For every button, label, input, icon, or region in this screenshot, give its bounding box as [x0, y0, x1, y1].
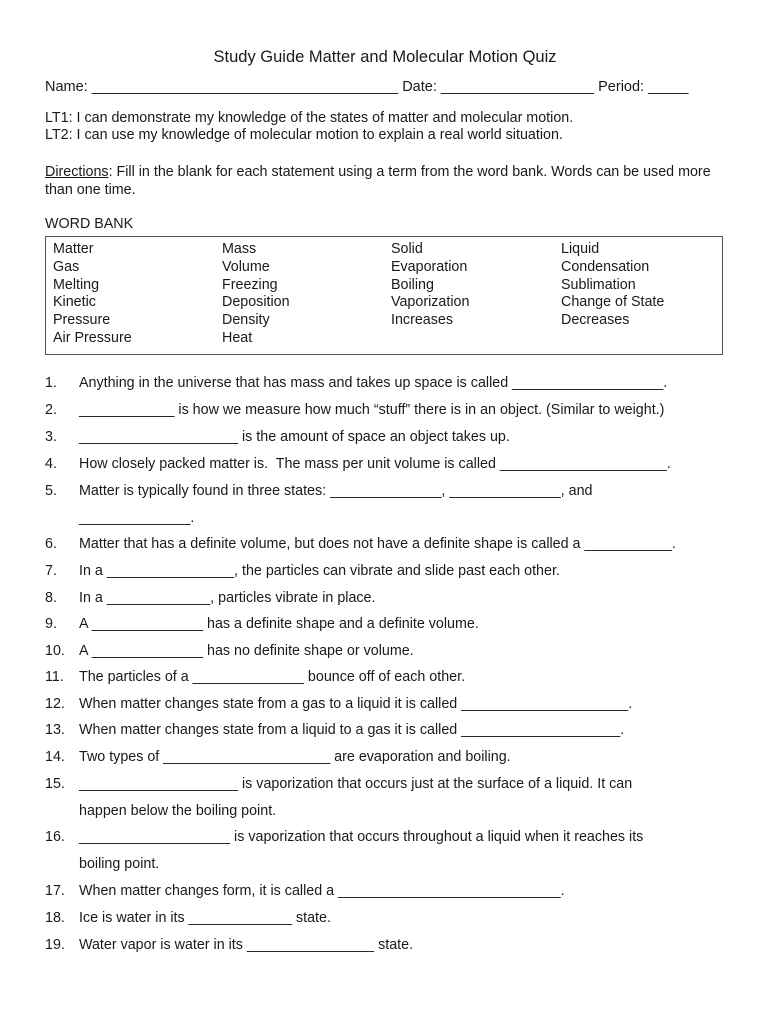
learning-target-2: LT2: I can use my knowledge of molecular motion to explain a real world situation.: [45, 127, 563, 143]
question-text: Matter that has a definite volume, but does not have a definite shape is called a ___________.: [79, 536, 676, 552]
question-number: 15.: [45, 776, 65, 792]
question-text: ____________________ is vaporization that occurs just at the surface of a liquid. It can: [79, 776, 633, 792]
word-bank-term: Mass: [222, 241, 257, 257]
word-bank-term: Sublimation: [561, 276, 636, 293]
word-bank-term: Evaporation: [391, 258, 468, 275]
word-bank-term: Change of State: [561, 294, 665, 311]
word-bank-title: WORD BANK: [45, 216, 134, 232]
question-text: Matter is typically found in three states: ______________, ______________, and: [79, 483, 593, 499]
question-number: 3.: [45, 429, 57, 445]
question-text: A ______________ has no definite shape or volume.: [79, 643, 414, 659]
word-bank-term: Vaporization: [391, 294, 470, 311]
question-text: ____________________ is the amount of space an object takes up.: [79, 429, 510, 445]
word-bank-term: Kinetic: [53, 294, 96, 311]
word-bank-term: Volume: [222, 258, 270, 275]
word-bank-term: Decreases: [561, 312, 630, 329]
question-text: ______________.: [79, 509, 195, 526]
word-bank-column: [53, 241, 132, 348]
question-text: How closely packed matter is. The mass per unit volume is called _____________________.: [79, 456, 671, 472]
page-title: Study Guide Matter and Molecular Motion Quiz: [213, 48, 557, 66]
word-bank-column: [391, 241, 469, 330]
question-text: Ice is water in its _____________ state.: [79, 910, 331, 926]
question-number: 10.: [45, 643, 65, 659]
word-bank-term: Air Pressure: [53, 329, 132, 346]
question-number: 12.: [45, 696, 65, 712]
question-number: 6.: [45, 536, 57, 552]
question-text: When matter changes state from a gas to a liquid it is called _____________________.: [79, 696, 633, 712]
question-text: ___________________ is vaporization that occurs throughout a liquid when it reaches its: [79, 829, 644, 845]
question-number: 8.: [45, 590, 57, 606]
word-bank-column: [561, 241, 664, 330]
question-text: In a ________________, the particles can vibrate and slide past each other.: [79, 563, 560, 579]
question-text: The particles of a ______________ bounce off of each other.: [79, 669, 466, 685]
word-bank-term: Liquid: [561, 241, 600, 257]
question-number: 4.: [45, 456, 57, 472]
question-text: ____________ is how we measure how much “stuff” there is in an object. (Similar to weight.): [79, 402, 665, 418]
word-bank-column: [222, 241, 290, 348]
question-text: When matter changes state from a liquid to a gas it is called ____________________.: [79, 722, 625, 738]
question-number: 17.: [45, 883, 65, 899]
question-text: A ______________ has a definite shape and a definite volume.: [79, 616, 479, 632]
name-date-period-line: Name: ______________________________________ Date: ___________________ Period: _____: [45, 79, 689, 95]
word-bank-term: Increases: [391, 312, 453, 329]
question-text: Anything in the universe that has mass and takes up space is called ___________________.: [79, 375, 668, 391]
question-text: When matter changes form, it is called a ____________________________.: [79, 883, 565, 899]
question-text: Two types of _____________________ are evaporation and boiling.: [79, 749, 511, 765]
word-bank-term: Heat: [222, 329, 253, 346]
question-number: 9.: [45, 616, 57, 632]
word-bank-term: Gas: [53, 258, 80, 275]
word-bank-term: Melting: [53, 276, 100, 293]
word-bank-term: Pressure: [53, 312, 111, 329]
word-bank-box: [45, 236, 723, 355]
directions-label: Directions: [45, 164, 109, 180]
question-number: 11.: [45, 669, 64, 685]
question-number: 1.: [45, 375, 57, 391]
question-number: 19.: [45, 937, 65, 953]
word-bank-term: Boiling: [391, 276, 434, 293]
question-number: 18.: [45, 910, 65, 926]
word-bank-term: Density: [222, 312, 270, 329]
question-text: In a _____________, particles vibrate in place.: [79, 590, 376, 606]
directions: [45, 163, 730, 199]
directions-text: : Fill in the blank for each statement using a term from the word bank. Words can be used more than one time.: [45, 164, 711, 198]
question-number: 16.: [45, 829, 65, 845]
question-text: Water vapor is water in its ________________ state.: [79, 937, 414, 953]
word-bank-term: Condensation: [561, 258, 650, 275]
question-number: 5.: [45, 483, 57, 499]
question-number: 2.: [45, 402, 57, 418]
word-bank-term: Freezing: [222, 276, 278, 293]
question-number: 14.: [45, 749, 65, 765]
word-bank-term: Matter: [53, 241, 94, 257]
question-text: happen below the boiling point.: [79, 802, 277, 819]
question-text: boiling point.: [79, 855, 160, 872]
question-number: 7.: [45, 563, 57, 579]
word-bank-term: Solid: [391, 241, 423, 257]
question-number: 13.: [45, 722, 65, 738]
learning-target-1: LT1: I can demonstrate my knowledge of the states of matter and molecular motion.: [45, 110, 574, 126]
word-bank-term: Deposition: [222, 294, 290, 311]
